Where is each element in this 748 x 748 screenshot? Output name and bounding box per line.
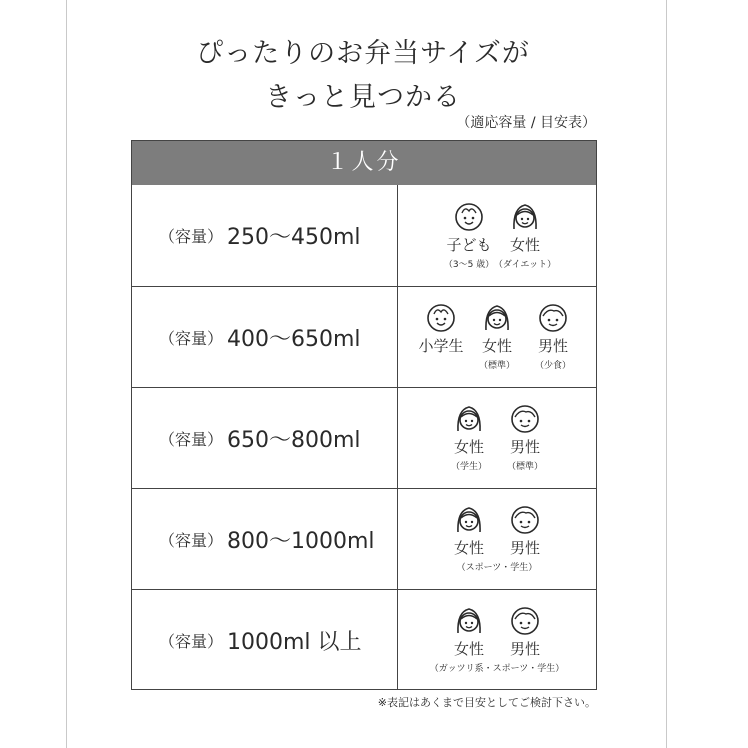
capacity-value: 800〜1000ml: [227, 528, 375, 554]
target-people-cell: [398, 590, 596, 690]
person-figure: [505, 505, 545, 558]
page-title: [130, 32, 596, 120]
target-people-cell: [398, 185, 596, 286]
person-note: （ダイエット）: [493, 259, 557, 270]
person-label: 女性: [481, 337, 512, 355]
capacity-value: 1000ml 以上: [227, 629, 362, 655]
person-figure: [533, 303, 573, 371]
person-note: （3〜5 歳）: [443, 259, 495, 270]
title-line-1: ぴったりのお弁当サイズが: [196, 38, 530, 69]
left-border-line: [66, 0, 67, 748]
right-border-line: [666, 0, 667, 748]
target-people-cell: [398, 287, 596, 387]
capacity-cell: [132, 388, 398, 488]
title-line-2: きっと見つかる: [265, 82, 461, 113]
person-figure: [449, 606, 489, 659]
figure-group: [449, 606, 545, 659]
table-header: １人分: [132, 141, 596, 185]
person-figure: [493, 202, 557, 270]
person-note: （標準）: [478, 361, 515, 371]
capacity-cell: [132, 489, 398, 589]
man-face-icon: [510, 505, 540, 535]
capacity-value: 250〜450ml: [227, 225, 361, 250]
capacity-cell: [132, 590, 398, 690]
person-note: （学生）: [450, 462, 487, 472]
person-label: 子ども: [446, 235, 492, 254]
capacity-label: （容量）: [159, 631, 224, 651]
group-note: （ガッツリ系・スポーツ・学生）: [429, 664, 565, 674]
person-label: 女性: [509, 235, 540, 254]
person-note: （少食）: [534, 361, 571, 371]
capacity-label: （容量）: [159, 227, 224, 246]
person-label: 男性: [509, 640, 540, 658]
person-label: 女性: [453, 539, 484, 557]
woman-face-icon: [510, 202, 540, 232]
person-figure: [418, 303, 464, 371]
table-row: [132, 488, 596, 589]
man-face-icon: [510, 404, 540, 434]
capacity-label: （容量）: [159, 429, 224, 449]
person-figure: [443, 202, 495, 270]
child-face-icon: [454, 202, 484, 232]
person-figure: [477, 303, 517, 371]
table-body: [132, 185, 596, 690]
person-figure: [449, 505, 489, 558]
man-face-icon: [538, 303, 568, 333]
group-note: （スポーツ・学生）: [456, 563, 538, 573]
subtitle: （適応容量 / 目安表）: [456, 115, 596, 131]
footnote: ※表記はあくまで目安としてご検討下さい。: [377, 696, 596, 709]
table-row: [132, 387, 596, 488]
person-figure: [449, 404, 489, 472]
woman-face-icon: [482, 303, 512, 333]
figure-group: [449, 505, 545, 558]
person-figure: [505, 404, 545, 472]
woman-face-icon: [454, 505, 484, 535]
capacity-cell: [132, 185, 398, 286]
table-row: [132, 589, 596, 690]
target-people-cell: [398, 489, 596, 589]
figure-group: [449, 404, 545, 472]
capacity-value: 400〜650ml: [227, 326, 361, 352]
woman-face-icon: [454, 404, 484, 434]
table-row: [132, 185, 596, 286]
person-label: 女性: [453, 438, 484, 456]
person-label: 男性: [509, 539, 540, 557]
person-label: 小学生: [418, 337, 464, 355]
capacity-value: 650〜800ml: [227, 427, 361, 453]
person-label: 女性: [453, 640, 484, 658]
figure-group: [418, 303, 573, 371]
capacity-table: [131, 140, 597, 690]
woman-face-icon: [454, 606, 484, 636]
man-face-icon: [510, 606, 540, 636]
capacity-label: （容量）: [159, 328, 224, 348]
capacity-cell: [132, 287, 398, 387]
person-figure: [505, 606, 545, 659]
person-label: 男性: [509, 438, 540, 456]
table-row: [132, 286, 596, 387]
person-label: 男性: [537, 337, 568, 355]
capacity-label: （容量）: [159, 530, 224, 550]
person-note: （標準）: [506, 462, 543, 472]
child-face-icon: [426, 303, 456, 333]
target-people-cell: [398, 388, 596, 488]
figure-group: [443, 202, 557, 270]
